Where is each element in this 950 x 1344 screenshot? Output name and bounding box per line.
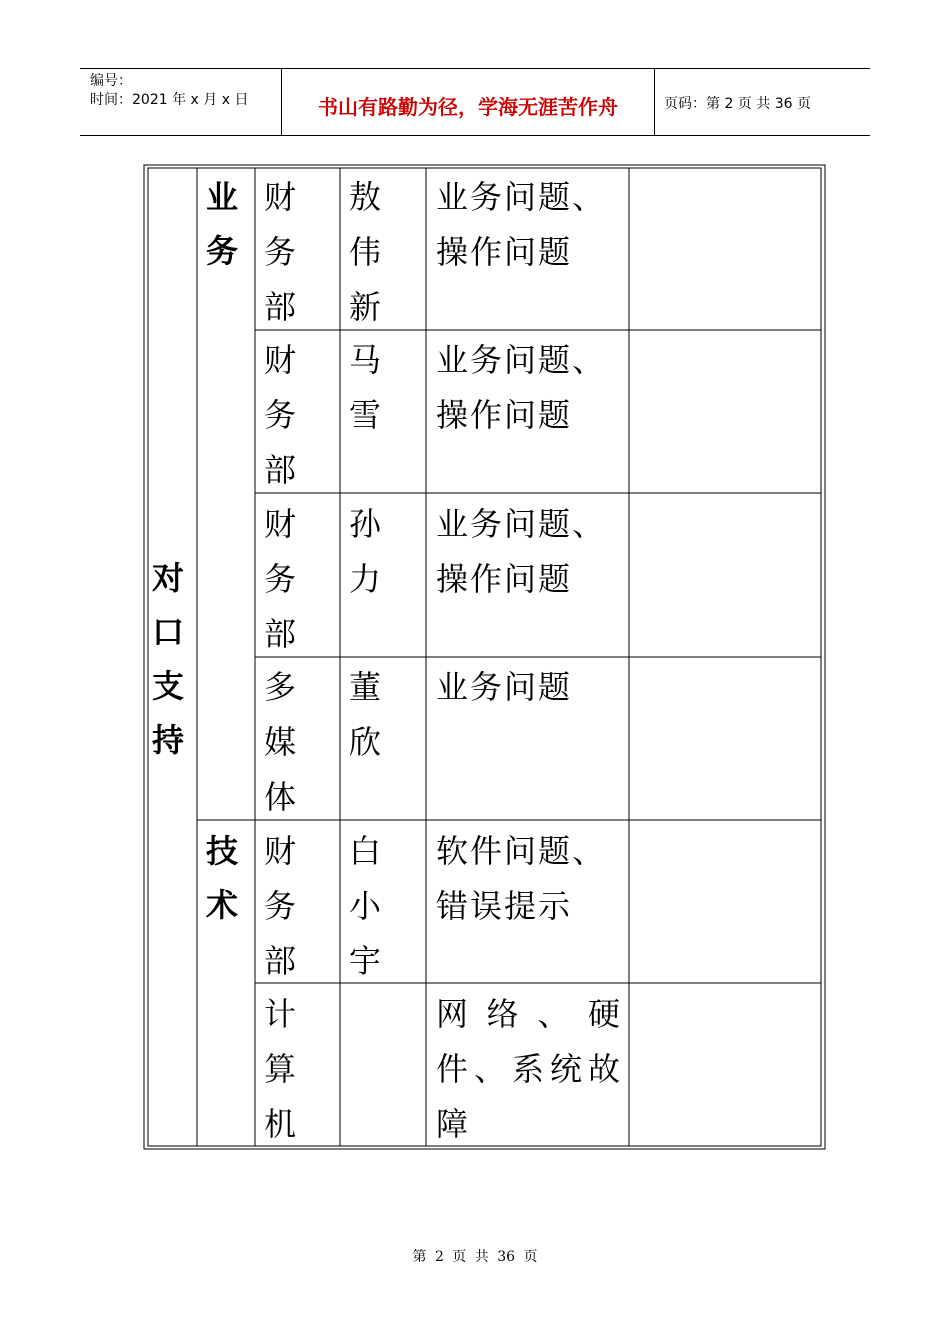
table-cell-person: 董欣 [349, 668, 384, 761]
doc-time-label: 时间：2021 年 x 月 x 日 [90, 92, 249, 108]
section-label-technical: 技术 [206, 832, 239, 924]
table-cell-dept: 财务部 [264, 178, 299, 326]
table-cell-issue: 业务问题、操作问题 [436, 341, 607, 434]
header-motto: 书山有路勤为径，学海无涯苦作舟 [318, 95, 618, 119]
table-cell-dept: 财务部 [264, 341, 299, 489]
table-cell-issue: 软件问题、错误提示 [436, 832, 607, 925]
table-cell-dept: 财务部 [264, 832, 299, 980]
header-bottom-rule [80, 135, 870, 136]
table-cell-dept: 财务部 [264, 505, 299, 653]
page-info: 页码：第 2 页 共 36 页 [664, 96, 811, 112]
table-cell-issue: 业务问题、操作问题 [436, 505, 607, 598]
table-cell-person: 孙力 [349, 505, 384, 598]
table-cell-dept: 计算机 [264, 995, 299, 1143]
section-label-business: 业务 [206, 178, 239, 270]
header-top-rule [80, 68, 870, 69]
table-cell-person: 白小宇 [349, 832, 384, 980]
doc-number-label: 编号： [90, 73, 132, 89]
header-divider-right [654, 69, 655, 136]
table-cell-issue: 业务问题、操作问题 [436, 178, 607, 271]
group-label: 对口支持 [152, 559, 185, 759]
table-cell-dept: 多媒体 [264, 668, 299, 816]
table-cell-issue: 业务问题 [436, 668, 573, 706]
table-cell-issue: 网络、硬件、系统故障 [436, 995, 622, 1143]
table-cell-person: 敖伟新 [349, 178, 384, 326]
table-cell-person: 马雪 [349, 341, 384, 434]
page-footer: 第 2 页 共 36 页 [412, 1249, 538, 1265]
